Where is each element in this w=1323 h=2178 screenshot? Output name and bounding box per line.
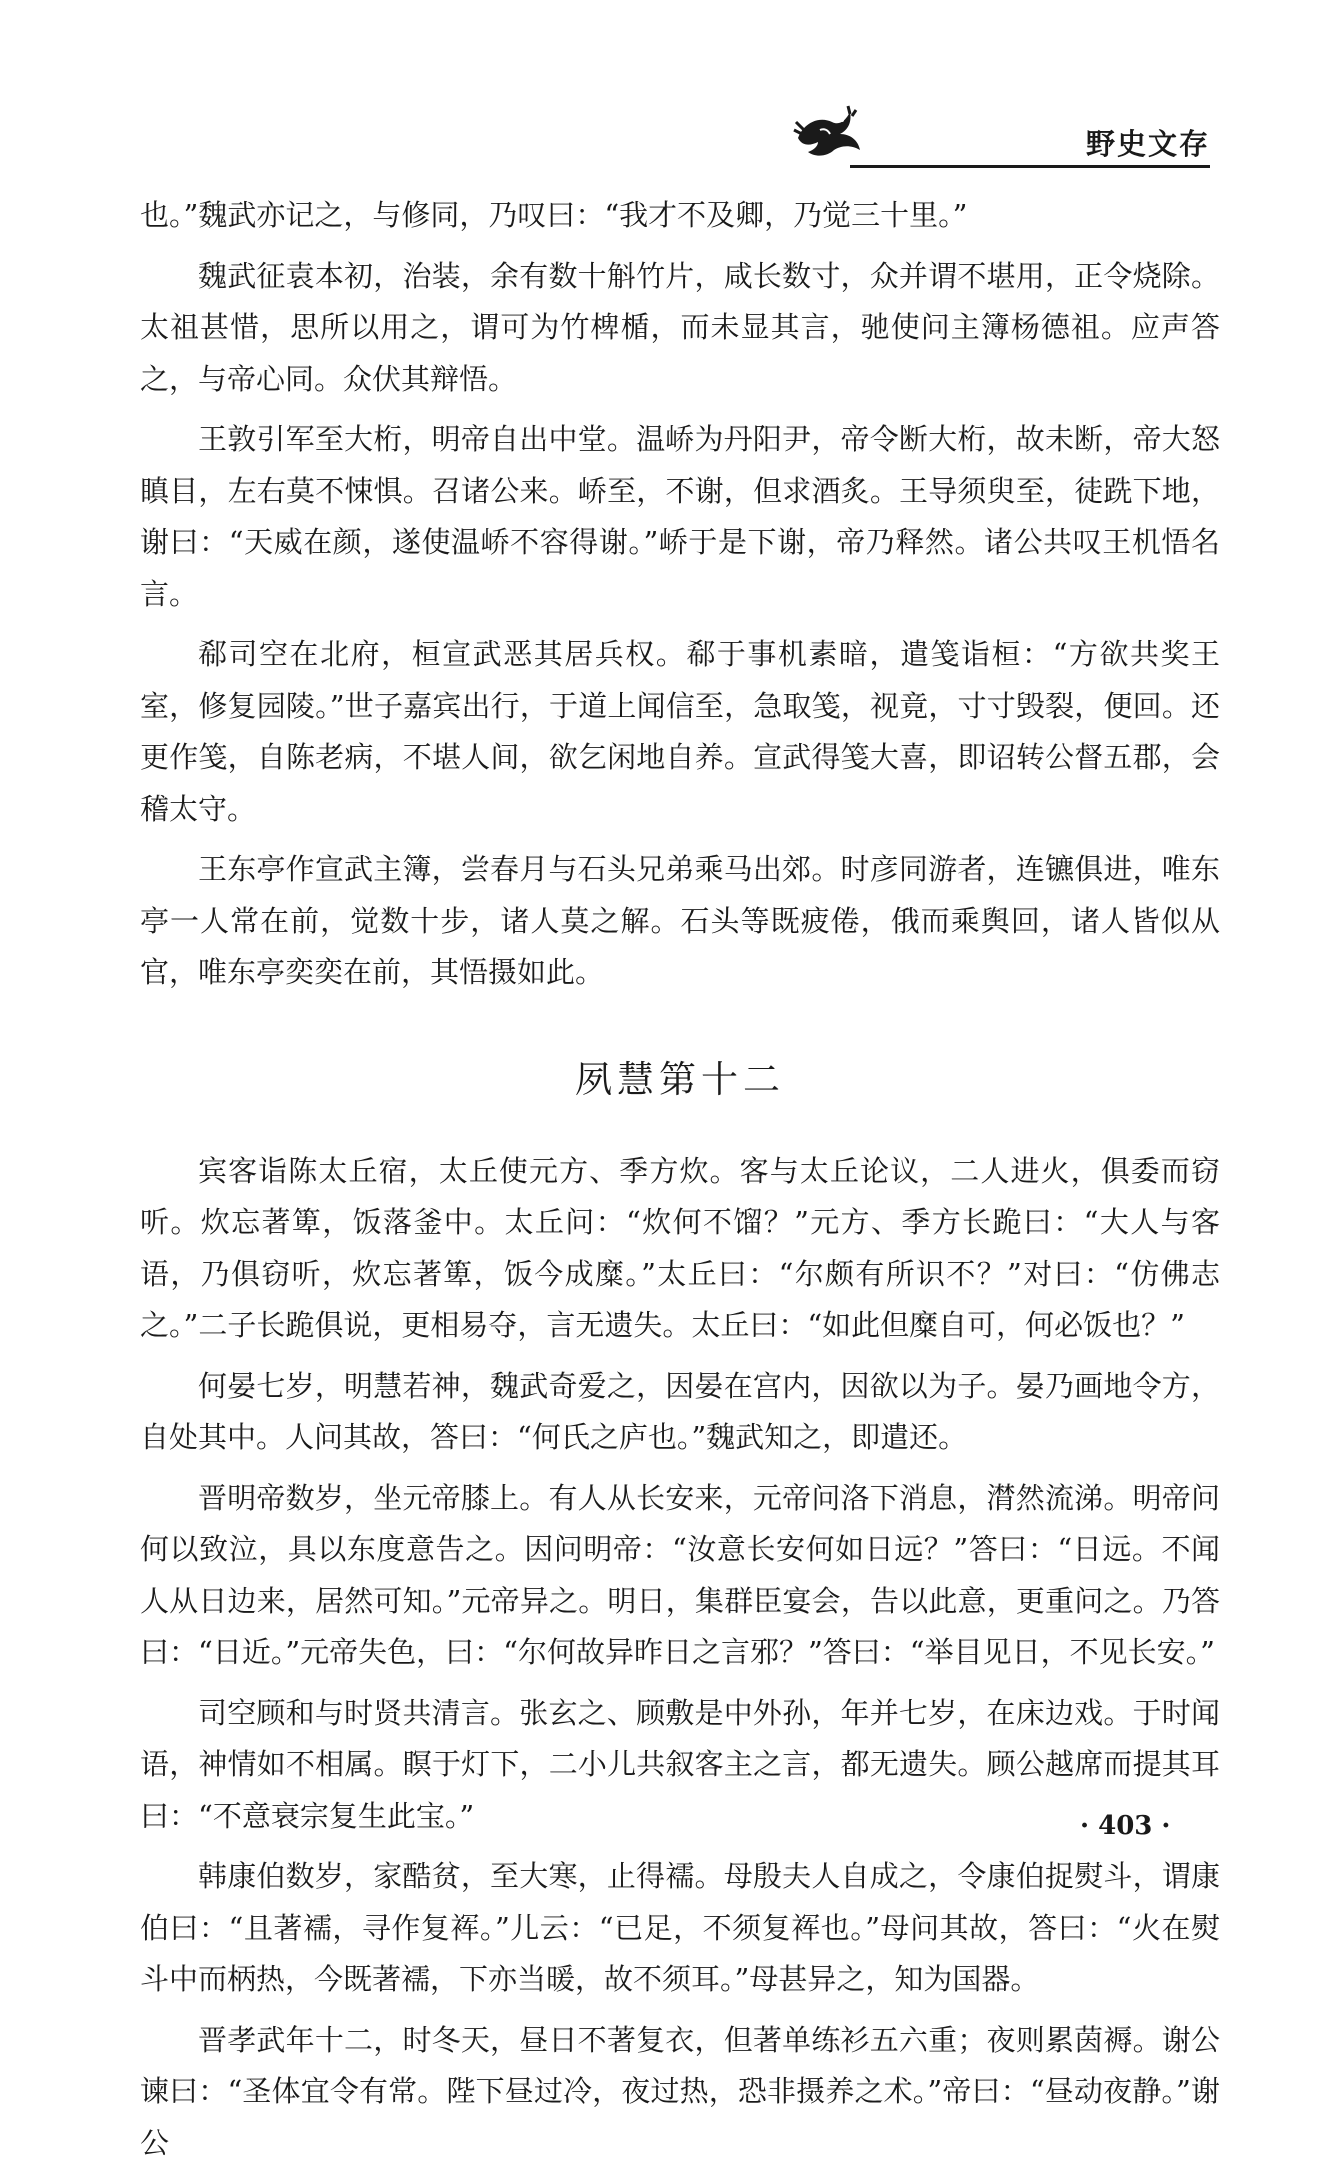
paragraph: 韩康伯数岁，家酷贫，至大寒，止得襦。母殷夫人自成之，令康伯捉熨斗，谓康伯曰：“且著襦，寻作复裈。”儿云：“已足，不须复裈也。”母问其故，答曰：“火在熨斗中而柄热，今既著襦，下亦当暖，故不须耳。”母甚异之，知为国器。 — [140, 1859, 1220, 1996]
paragraph: 晋孝武年十二，时冬天，昼日不著复衣，但著单练衫五六重；夜则累茵褥。谢公谏曰：“圣体宜令有常。陛下昼过冷，夜过热，恐非摄养之术。”帝曰：“昼动夜静。”谢公 — [140, 2022, 1220, 2160]
paragraph: 王敦引军至大桁，明帝自出中堂。温峤为丹阳尹，帝令断大桁，故未断，帝大怒瞋目，左右莫不悚惧。召诸公来。峤至，不谢，但求酒炙。王导须臾至，徒跣下地，谢曰：“天威在颜，遂使温峤不容得谢。”峤于是下谢，帝乃释然。诸公共叹王机悟名言。 — [140, 422, 1220, 611]
dragon-logo-icon — [790, 100, 866, 164]
paragraph: 王东亭作宣武主簿，尝春月与石头兄弟乘马出郊。时彦同游者，连镳俱进，唯东亭一人常在前，觉数十步，诸人莫之解。石头等既疲倦，俄而乘舆回，诸人皆似从官，唯东亭奕奕在前，其悟摄如此。 — [140, 852, 1220, 989]
paragraph: 宾客诣陈太丘宿，太丘使元方、季方炊。客与太丘论议，二人进火，俱委而窃听。炊忘著箄，饭落釜中。太丘问：“炊何不馏？”元方、季方长跪曰：“大人与客语，乃俱窃听，炊忘著箄，饭今成糜。”太丘曰：“尔颇有所识不？”对曰：“仿佛志之。”二子长跪俱说，更相易夺，言无遗失。太丘曰：“如此但糜自可，何必饭也？” — [140, 1153, 1220, 1342]
series-title: 野史文存 — [1085, 127, 1210, 161]
paragraph: 魏武征袁本初，治装，余有数十斛竹片，咸长数寸，众并谓不堪用，正令烧除。太祖甚惜，思所以用之，谓可为竹椑楯，而未显其言，驰使问主簿杨德祖。应声答之，与帝心同。众伏其辩悟。 — [140, 258, 1220, 396]
paragraph: 也。”魏武亦记之，与修同，乃叹曰：“我才不及卿，乃觉三十里。” — [140, 198, 968, 232]
page-number: · 403 · — [1080, 1811, 1171, 1841]
paragraph: 晋明帝数岁，坐元帝膝上。有人从长安来，元帝问洛下消息，潸然流涕。明帝问何以致泣，具以东度意告之。因问明帝：“汝意长安何如日远？”答曰：“日远。不闻人从日边来，居然可知。”元帝异之。明日，集群臣宴会，告以此意，更重问之。乃答曰：“日近。”元帝失色，曰：“尔何故异昨日之言邪？”答曰：“举目见日，不见长安。” — [140, 1480, 1220, 1669]
page-body — [140, 190, 1220, 2178]
section-heading: 夙慧第十二 — [575, 1057, 785, 1101]
paragraph: 司空顾和与时贤共清言。张玄之、顾敷是中外孙，年并七岁，在床边戏。于时闻语，神情如不相属。瞑于灯下，二小儿共叙客主之言，都无遗失。顾公越席而提其耳曰：“不意衰宗复生此宝。” — [140, 1695, 1220, 1833]
paragraph: 何晏七岁，明慧若神，魏武奇爱之，因晏在宫内，因欲以为子。晏乃画地令方，自处其中。人问其故，答曰：“何氏之庐也。”魏武知之，即遣还。 — [140, 1368, 1220, 1454]
page-header — [780, 100, 1210, 168]
paragraph: 郗司空在北府，桓宣武恶其居兵权。郗于事机素暗，遣笺诣桓：“方欲共奖王室，修复园陵。”世子嘉宾出行，于道上闻信至，急取笺，视竟，寸寸毁裂，便回。还更作笺，自陈老病，不堪人间，欲乞闲地自养。宣武得笺大喜，即诏转公督五郡，会稽太守。 — [140, 637, 1220, 826]
header-rule — [850, 165, 1210, 168]
